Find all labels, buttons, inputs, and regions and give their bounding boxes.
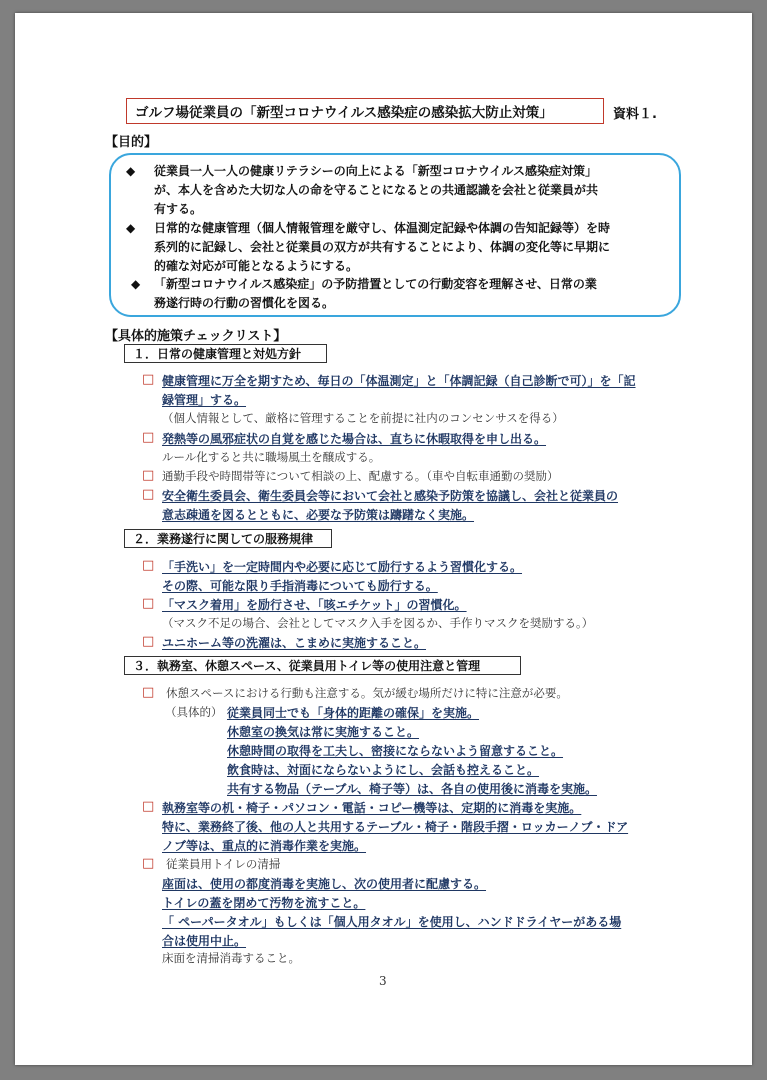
- purpose-bullet-3: ◆: [131, 277, 141, 291]
- sec1-line: 通勤手段や時間帯等について相談の上、配慮する。（車や自転車通勤の奨励）: [162, 469, 559, 483]
- section-1-title: １．日常の健康管理と対処方針: [124, 344, 327, 363]
- sec3-line: 従業員用トイレの清掃: [166, 857, 281, 871]
- sec1-line: 安全衛生委員会、衛生委員会等において会社と感染予防策を協議し、会社と従業員の: [162, 489, 619, 503]
- sec2-line: ユニホーム等の洗濯は、こまめに実施すること。: [162, 636, 427, 650]
- purpose-bullet-2: ◆: [126, 221, 136, 235]
- checkbox-icon[interactable]: □: [142, 856, 155, 871]
- sec3-line: 執務室等の机・椅子・パソコン・電話・コピー機等は、定期的に消毒を実施。: [162, 801, 582, 815]
- page-number: 3: [379, 974, 387, 988]
- document-title: [126, 98, 604, 124]
- purpose-line: 「新型コロナウイルス感染症」の予防措置としての行動変容を理解させ、日常の業: [154, 277, 597, 291]
- purpose-line: 従業員一人一人の健康リテラシーの向上による「新型コロナウイルス感染症対策」: [154, 164, 598, 178]
- sec3-label: （具体的）: [165, 705, 223, 719]
- sec3-line: 共有する物品（テーブル、椅子等）は、各自の使用後に消毒を実施。: [227, 782, 597, 796]
- checkbox-icon[interactable]: □: [142, 634, 155, 649]
- sec1-line: 録管理」する。: [162, 393, 247, 407]
- sec3-line: 「 ペーパータオル」もしくは「個人用タオル」を使用し、ハンドドライヤーがある場: [162, 915, 622, 929]
- checkbox-icon[interactable]: □: [142, 487, 155, 502]
- purpose-line: 日常的な健康管理（個人情報管理を厳守し、体温測定記録や体調の告知記録等）を時: [154, 221, 611, 235]
- sec1-line: ルール化すると共に職場風土を醸成する。: [162, 450, 381, 464]
- document-reference: 資料１.: [613, 107, 657, 122]
- sec1-line: 健康管理に万全を期すため、毎日の「体温測定」と「体調記録（自己診断で可）」を「記: [162, 374, 636, 388]
- sec2-line: （マスク不足の場合、会社としてマスク入手を図るか、手作りマスクを奨励する。）: [162, 616, 594, 630]
- document-page: [15, 13, 752, 1065]
- checkbox-icon[interactable]: □: [142, 468, 155, 483]
- purpose-line: 務遂行時の行動の習慣化を図る。: [154, 296, 335, 310]
- section-3-title: ３．執務室、休憩スペース、従業員用トイレ等の使用注意と管理: [124, 656, 521, 675]
- checkbox-icon[interactable]: □: [142, 430, 155, 445]
- checkbox-icon[interactable]: □: [142, 799, 155, 814]
- purpose-line: 的確な対応が可能となるようにする。: [154, 259, 359, 273]
- checkbox-icon[interactable]: □: [142, 558, 155, 573]
- purpose-heading: 【目的】: [105, 135, 158, 150]
- sec3-line: 飲食時は、対面にならないようにし、会話も控えること。: [227, 763, 540, 777]
- checkbox-icon[interactable]: □: [142, 596, 155, 611]
- purpose-line: が、本人を含めた大切な人の命を守ることになるとの共通認識を会社と従業員が共: [154, 183, 599, 197]
- sec3-line: 合は使用中止。: [162, 934, 247, 948]
- sec3-line: ノブ等は、重点的に消毒作業を実施。: [162, 839, 367, 853]
- sec3-line: 床面を清掃消毒すること。: [162, 951, 300, 965]
- sec3-line: 休憩時間の取得を工夫し、密接にならないよう留意すること。: [227, 744, 564, 758]
- purpose-line: 有する。: [154, 202, 203, 216]
- purpose-bullet-1: ◆: [126, 164, 136, 178]
- checklist-heading: 【具体的施策チェックリスト】: [105, 329, 287, 344]
- sec3-line: 従業員同士でも「身体的距離の確保」を実施。: [227, 706, 480, 720]
- sec3-line: 座面は、使用の都度消毒を実施し、次の使用者に配慮する。: [162, 877, 487, 891]
- sec3-line: トイレの蓋を閉めて汚物を流すこと。: [162, 896, 366, 910]
- checkbox-icon[interactable]: □: [142, 685, 155, 700]
- sec3-line: 特に、業務終了後、他の人と共用するテーブル・椅子・階段手摺・ロッカーノブ・ドア: [162, 820, 629, 834]
- sec2-line: 「手洗い」を一定時間内や必要に応じて励行するよう習慣化する。: [162, 560, 523, 574]
- sec1-line: （個人情報として、厳格に管理することを前提に社内のコンセンサスを得る）: [162, 411, 564, 425]
- purpose-line: 系列的に記録し、会社と従業員の双方が共有することにより、体調の変化等に早期に: [154, 240, 611, 254]
- sec1-line: 意志疎通を図るとともに、必要な予防策は躊躇なく実施。: [162, 508, 475, 522]
- sec3-line: 休憩室の換気は常に実施すること。: [227, 725, 420, 739]
- sec2-line: 「マスク着用」を励行させ、「咳エチケット」の習慣化。: [162, 598, 467, 612]
- sec3-line: 休憩スペースにおける行動も注意する。気が緩む場所だけに特に注意が必要。: [166, 686, 568, 700]
- section-2-title: ２．業務遂行に関しての服務規律: [124, 529, 332, 548]
- document-title-text: ゴルフ場従業員の「新型コロナウイルス感染症の感染拡大防止対策」: [135, 105, 553, 121]
- checkbox-icon[interactable]: □: [142, 372, 155, 387]
- sec2-line: その際、可能な限り手指消毒についても励行する。: [162, 579, 438, 593]
- sec1-line: 発熱等の風邪症状の自覚を感じた場合は、直ちに休暇取得を申し出る。: [162, 432, 547, 446]
